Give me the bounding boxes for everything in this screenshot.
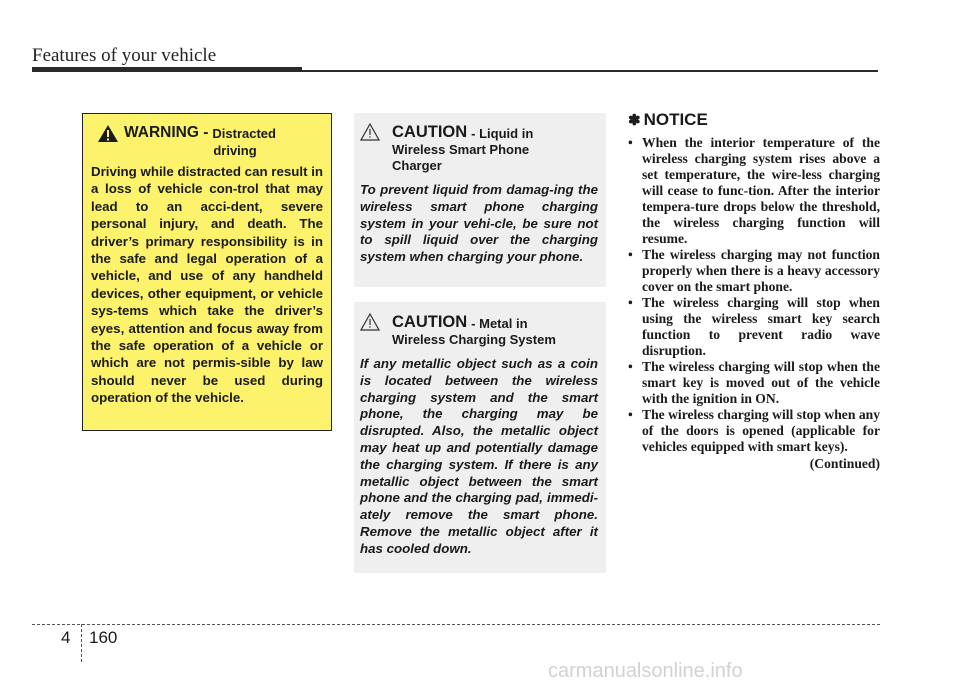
caution-liquid-title-line3: Charger: [392, 158, 442, 173]
page-number: 160: [89, 628, 118, 647]
caution-liquid-heading: [360, 123, 598, 142]
warning-label: WARNING -: [124, 124, 209, 141]
footer-divider: [81, 624, 82, 662]
continued-label: (Continued): [809, 456, 880, 471]
bullet-icon: •: [628, 247, 633, 262]
caution-label: CAUTION: [392, 123, 468, 141]
warning-body: Driving while distracted can result in a loss of vehicle con-trol that may lead to an acci-dent, severe personal injury, and death. The driver’s primary responsibility is in the safe and legal operation of a vehicle, and use of any handheld devices, other equipment, or vehicle sys-tems which take the driver’s eyes, attention and focus away from the safe operation of a vehicle or which are not permis-sible by law should never be used during operation of the vehicle.: [91, 164, 324, 406]
caution-liquid-title-line2: Wireless Smart Phone: [392, 142, 530, 157]
caution-label: CAUTION: [392, 313, 468, 331]
notice-section: [626, 110, 880, 472]
caution-liquid-title-line1: - Liquid in: [471, 126, 534, 141]
bullet-icon: •: [628, 359, 633, 374]
warning-title-line2: driving: [213, 143, 257, 158]
notice-list: [626, 135, 880, 455]
list-item: • The wireless charging will stop when the smart key is moved out of the vehicle with the ignition in ON.: [628, 359, 880, 406]
bullet-icon: •: [628, 135, 633, 150]
watermark: carmanualsonline.info: [548, 660, 743, 682]
list-item: • The wireless charging will stop when any of the doors is opened (applicable for vehicles equipped with smart keys).: [628, 407, 880, 454]
notice-heading: [628, 110, 880, 130]
warning-title-line1: Distracted: [212, 126, 276, 141]
notice-title: NOTICE: [643, 110, 708, 129]
caution-metal-title-line1: - Metal in: [471, 316, 528, 331]
caution-liquid-body: To prevent liquid from damag-ing the wireless smart phone charging system in your vehi-cle, be sure not to spill liquid over the charging system when charging your phone.: [360, 182, 598, 265]
warning-box: [82, 113, 332, 431]
header-rule-thick: [32, 67, 302, 72]
list-item: • The wireless charging may not function properly when there is a heavy accessory cover on the smart phone.: [628, 247, 880, 294]
bullet-icon: •: [628, 407, 633, 422]
caution-metal-title-line2: Wireless Charging System: [392, 332, 556, 347]
list-item: • When the interior temperature of the wireless charging system rises above a set temperature, the wire-less charging will cease to func-tion. After the interior tempera-ture drops below the threshold, the wireless charging function will resume.: [628, 135, 880, 246]
footer-rule: [32, 624, 880, 625]
caution-liquid-box: [354, 113, 606, 287]
warning-triangle-icon: [97, 124, 119, 143]
caution-metal-body: If any metallic object such as a coin is located between the wireless charging system and the smart phone, the charging may be disrupted. Also, the metallic object may heat up and potentially damage the charging system. If there is any metallic object between the smart phone and the charging pad, immedi-ately remove the smart phone. Remove the metallic object after it has cooled down.: [360, 356, 598, 556]
caution-triangle-icon: [360, 123, 380, 141]
caution-metal-box: [354, 302, 606, 573]
page-header-title: Features of your vehicle: [32, 45, 217, 66]
bullet-icon: •: [628, 295, 633, 310]
caution-metal-heading: [360, 313, 598, 332]
list-item: • The wireless charging will stop when using the wireless smart key search function to prevent radio wave disruption.: [628, 295, 880, 358]
chapter-number: 4: [61, 628, 71, 647]
header-rule-thin: [300, 70, 878, 72]
warning-heading: [97, 124, 323, 143]
notice-star-icon: ✽: [628, 112, 641, 129]
caution-triangle-icon: [360, 313, 380, 331]
